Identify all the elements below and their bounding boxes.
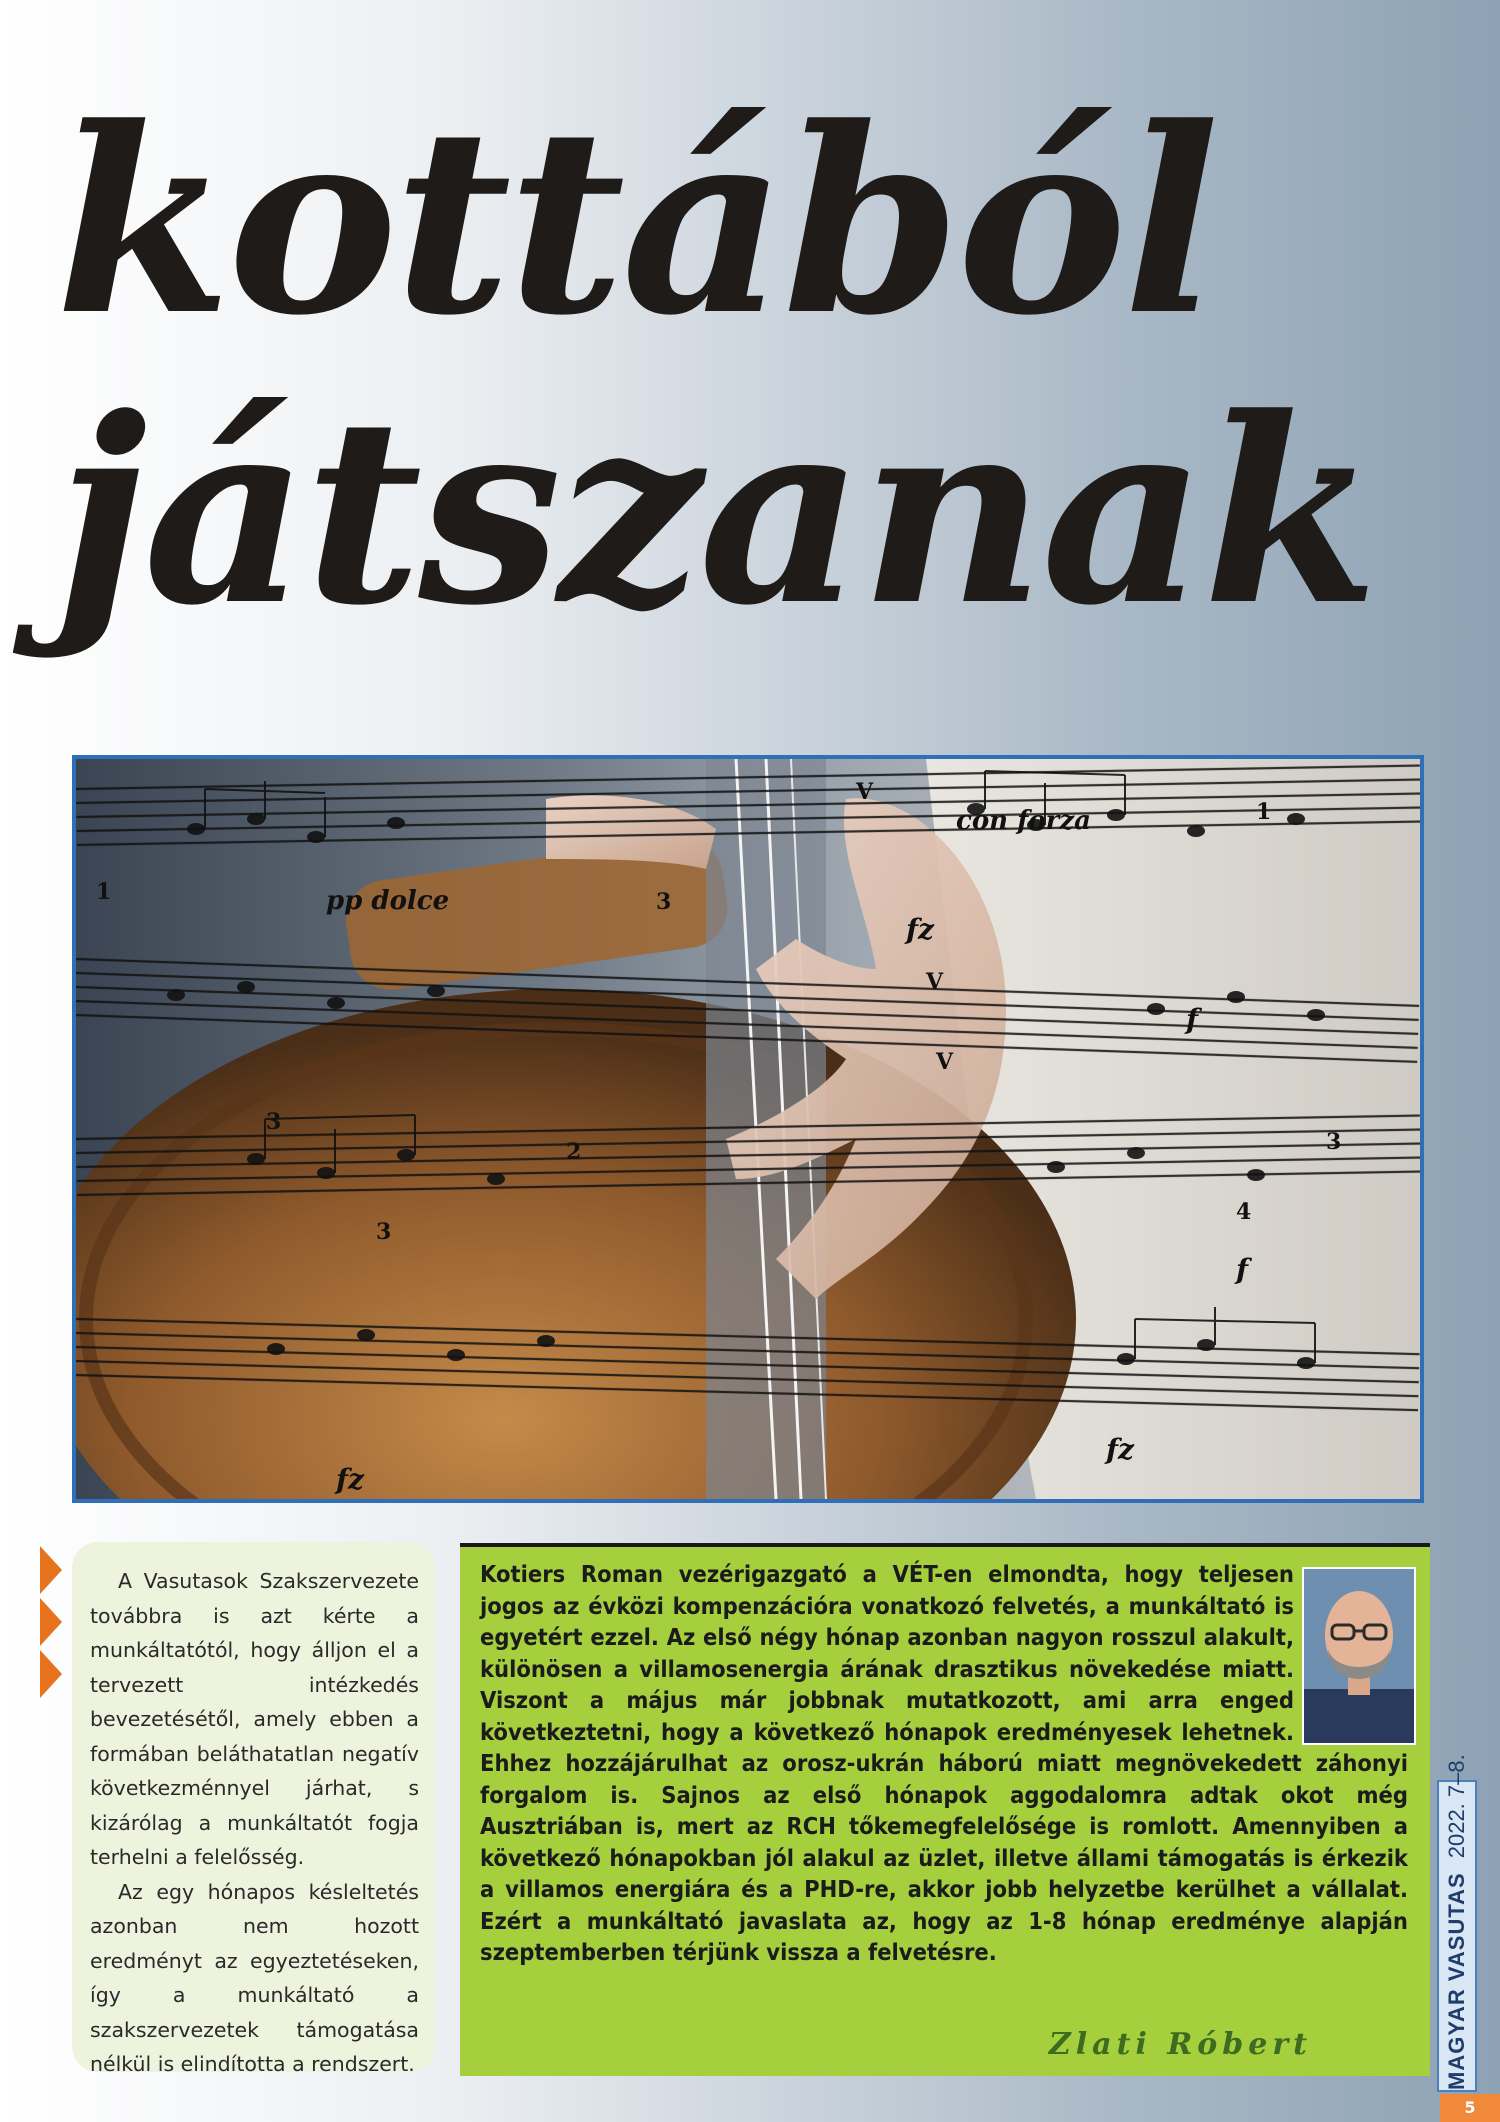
issue-label: 2022. 7–8. xyxy=(1444,1754,1469,1859)
notation-fz-3: fz xyxy=(1106,1433,1134,1466)
author-portrait xyxy=(1302,1567,1416,1745)
page-number: 5 xyxy=(1440,2094,1500,2122)
notation-triplet-4: 3 xyxy=(1326,1129,1342,1155)
article-box xyxy=(460,1543,1430,2076)
article-text xyxy=(480,1559,1408,1969)
notation-finger-2: 2 xyxy=(566,1139,582,1165)
footer-vertical-label xyxy=(1438,1754,1476,2090)
sidebar-paragraph: A Vasutasok Szakszervezete továbbra is azt kérte a munkáltatótól, hogy álljon el a tervezett intézkedés bevezetésétől, amely ebben a formában beláthatatlan negatív következménnyel járhat, s kizárólag a munkáltatót fogja terhelni a felelősség. xyxy=(90,1569,419,1869)
headline-line-1: kottából xyxy=(55,73,1216,372)
author-signature: Zlati Róbert xyxy=(1048,2027,1312,2062)
notation-triplet-1: 3 xyxy=(266,1109,282,1135)
notation-bow-1: V xyxy=(856,779,874,805)
magazine-name: MAGYAR VASUTAS xyxy=(1444,1872,1469,2090)
headline-line-2: játszanak xyxy=(55,363,1376,662)
notation-bow-2: V xyxy=(926,969,944,995)
notation-triplet-3: 3 xyxy=(376,1219,392,1245)
sidebar-paragraph: Az egy hónapos késleltetés azonban nem hozott eredményt az egyeztetéseken, így a munkáltató a szakszervezetek támogatása nélkül is elindította a rendszert. xyxy=(90,1879,419,2076)
notation-pp-dolce: pp dolce xyxy=(326,886,450,916)
notation-triplet-2: 3 xyxy=(656,889,672,915)
article-body: Kotiers Roman vezérigazgató a VÉT-en elmondta, hogy teljesen jogos az évközi kompenzációra vonatkozó felvetés, a munkáltató is egyetért ezzel. Az első négy hónap azonban nagyon rosszul alakult, különösen a villamosenergia árának drasztikus növekedése miatt. Viszont a május már jobbnak mutatkozott, ami arra enged következtetni, hogy a következő hónapok eredményesek lehetnek. Ehhez hozzájárulhat az orosz-ukrán háború miatt megnövekedett záhonyi forgalom is. Sajnos az első hónapok aggodalomra adtak okot még Ausztriában is, mert az RCH tőkemegfelelősége is romlott. Amennyiben a következő hónapokban jól alakul az üzlet, illetve állami támogatás is érkezik a villamos energiára és a PHD-re, akkor jobb helyzetbe kerülhet a vállalat. Ezért a munkáltató javaslata az, hogy az 1-8 hónap eredménye alapján szeptemberben térjünk vissza a felvetésre. xyxy=(480,1560,1408,1966)
notation-finger-1b: 1 xyxy=(1256,799,1272,825)
orange-arrow-icon xyxy=(40,1546,62,1594)
notation-finger-1a: 1 xyxy=(96,879,112,905)
notation-finger-4: 4 xyxy=(1236,1199,1252,1225)
notation-fz-2: fz xyxy=(336,1463,364,1496)
notation-f-1: f xyxy=(1186,1003,1199,1036)
orange-arrow-icon xyxy=(40,1598,62,1646)
notation-bow-3: V xyxy=(936,1049,954,1075)
notation-f-2: f xyxy=(1236,1253,1249,1286)
sidebar-box xyxy=(72,1542,435,2076)
notation-con-forza: con forza xyxy=(956,806,1091,836)
cover-photo xyxy=(72,755,1424,1503)
notation-fz-1: fz xyxy=(906,913,934,946)
orange-arrow-icon xyxy=(40,1650,62,1698)
